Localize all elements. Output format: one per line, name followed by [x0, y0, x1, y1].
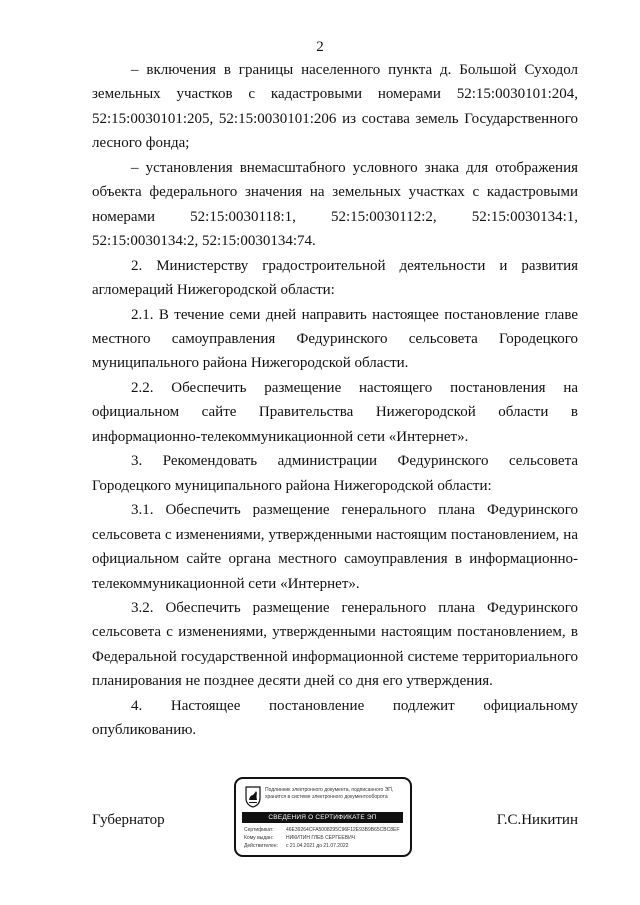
certificate-value: 46E39264CFA5008295C96F12E93B9B65CBC8EF — [286, 827, 400, 833]
owner-line — [244, 835, 409, 842]
digital-signature-stamp — [234, 777, 412, 857]
validity-label: Действителен: — [244, 843, 278, 849]
owner-value: НИКИТИН ГЛЕБ СЕРГЕЕВИЧ — [286, 835, 355, 841]
document-body — [92, 58, 578, 743]
validity-value: с 21.04.2021 до 21.07.2022 — [286, 843, 349, 849]
page-number: 2 — [316, 39, 324, 55]
certificate-line — [244, 827, 409, 834]
stamp-header: СВЕДЕНИЯ О СЕРТИФИКАТЕ ЭП — [242, 812, 403, 823]
paragraph-4: 4. Настоящее постановление подлежит официальному опубликованию. — [92, 697, 578, 739]
paragraph-symbol: – установления внемасштабного условного знака для отображения объекта федерального значения на земельных участках с кадастровыми номерами 52:15:0030118:1, 52:15:0030112:2, 52:15:0030134:1, 52:15:0030134:2, 52:15:0030134:74. — [92, 159, 578, 250]
paragraph-inclusion: – включения в границы населенного пункта д. Большой Суходол земельных участков с кадастровыми номерами 52:15:0030101:204, 52:15:0030101:205, 52:15:0030101:206 из состава земель Государственного лесного фонда; — [92, 62, 578, 152]
paragraph-2-1: 2.1. В течение семи дней направить настоящее постановление главе местного самоуправления Федуринского сельсовета Городецкого муниципального района Нижегородской области. — [92, 306, 578, 372]
validity-line — [244, 843, 409, 850]
paragraph-2: 2. Министерству градостроительной деятельности и развития агломераций Нижегородской области: — [92, 257, 578, 299]
paragraph-2-2: 2.2. Обеспечить размещение настоящего постановления на официальном сайте Правительства Нижегородской области в информационно-телекоммуникационной сети «Интернет». — [92, 379, 578, 445]
stamp-caption: Подлинник электронного документа, подписанного ЭП, хранится в системе электронного документооборота — [265, 787, 394, 800]
certificate-label: Сертификат: — [244, 827, 274, 833]
owner-label: Кому выдан: — [244, 835, 274, 841]
paragraph-3: 3. Рекомендовать администрации Федуринского сельсовета Городецкого муниципального района Нижегородской области: — [92, 453, 578, 494]
signatory-position: Губернатор — [92, 812, 165, 828]
paragraph-3-1: 3.1. Обеспечить размещение генерального плана Федуринского сельсовета с изменениями, утвержденными настоящим постановлением, на официальном сайте органа местного самоуправления в информационно-телекоммуникационной сети «Интернет». — [92, 502, 578, 592]
coat-of-arms-icon — [245, 786, 261, 808]
signatory-name: Г.С.Никитин — [496, 812, 578, 828]
paragraph-3-2: 3.2. Обеспечить размещение генерального плана Федуринского сельсовета с изменениями, утвержденными настоящим постановлением, в Федеральной государственной информационной системе территориального планирования не позднее десяти дней со дня его утверждения. — [92, 599, 578, 690]
